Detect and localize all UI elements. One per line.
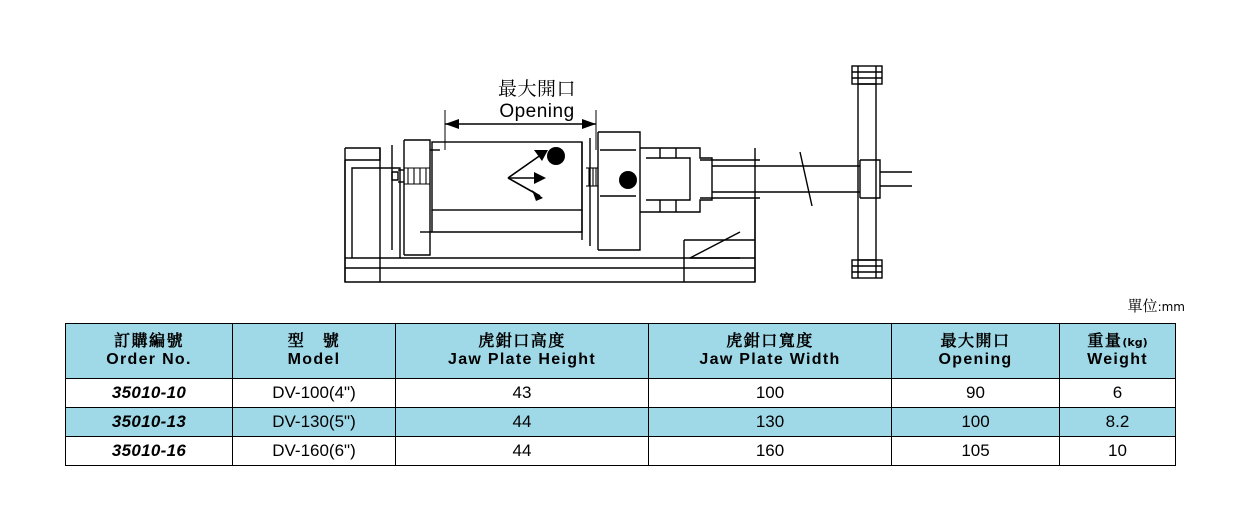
cell-weight: 6 [1060, 379, 1176, 408]
cell-order-no: 35010-10 [66, 379, 233, 408]
col-header-weight-cn [1060, 332, 1175, 351]
cell-order-no: 35010-16 [66, 437, 233, 466]
col-header-jaw-plate-height-cn: 虎鉗口高度 [478, 331, 566, 351]
table-row[interactable] [66, 437, 1176, 466]
unit-note [1128, 295, 1185, 316]
cell-jaw-plate-height: 43 [396, 379, 649, 408]
cell-opening: 105 [892, 437, 1060, 466]
cell-weight: 10 [1060, 437, 1176, 466]
col-header-order-no-cn: 訂購編號 [113, 331, 184, 351]
col-header-order-no [66, 324, 233, 379]
unit-note-cn: 單位 [1127, 297, 1158, 315]
col-header-opening-en: Opening [938, 351, 1013, 368]
cell-weight: 8.2 [1060, 408, 1176, 437]
col-header-weight-cn-text: 重量 [1087, 331, 1123, 351]
col-header-opening-cn: 最大開口 [940, 331, 1011, 351]
cell-jaw-plate-height: 44 [396, 437, 649, 466]
cell-jaw-plate-height: 44 [396, 408, 649, 437]
table-row[interactable] [66, 379, 1176, 408]
col-header-order-no-en: Order No. [106, 351, 192, 368]
cell-jaw-plate-width: 130 [649, 408, 892, 437]
col-header-model-cn: 型 號 [287, 331, 341, 351]
col-header-weight-en: Weight [1087, 351, 1148, 368]
unit-note-sep: : [1157, 300, 1162, 314]
table-header-row [66, 324, 1176, 379]
cell-model: DV-100(4") [233, 379, 396, 408]
col-header-jaw-plate-height [396, 324, 649, 379]
cell-model: DV-130(5") [233, 408, 396, 437]
col-header-model [233, 324, 396, 379]
opening-label-en: Opening [499, 101, 575, 123]
opening-dimension-label [452, 78, 622, 124]
col-header-jaw-plate-height-en: Jaw Plate Height [448, 351, 596, 368]
cell-opening: 90 [892, 379, 1060, 408]
spec-table-container [65, 323, 1175, 466]
col-header-weight [1060, 324, 1176, 379]
col-header-opening [892, 324, 1060, 379]
opening-label-cn: 最大開口 [497, 78, 576, 100]
col-header-weight-unit: (kg) [1122, 336, 1148, 350]
table-row[interactable] [66, 408, 1176, 437]
col-header-jaw-plate-width [649, 324, 892, 379]
cell-jaw-plate-width: 100 [649, 379, 892, 408]
col-header-model-en: Model [287, 351, 341, 368]
col-header-jaw-plate-width-en: Jaw Plate Width [699, 351, 841, 368]
unit-note-value: mm [1161, 300, 1185, 314]
cell-jaw-plate-width: 160 [649, 437, 892, 466]
col-header-jaw-plate-width-cn: 虎鉗口寬度 [726, 331, 814, 351]
spec-table [65, 323, 1176, 466]
cell-model: DV-160(6") [233, 437, 396, 466]
cell-opening: 100 [892, 408, 1060, 437]
cell-order-no: 35010-13 [66, 408, 233, 437]
